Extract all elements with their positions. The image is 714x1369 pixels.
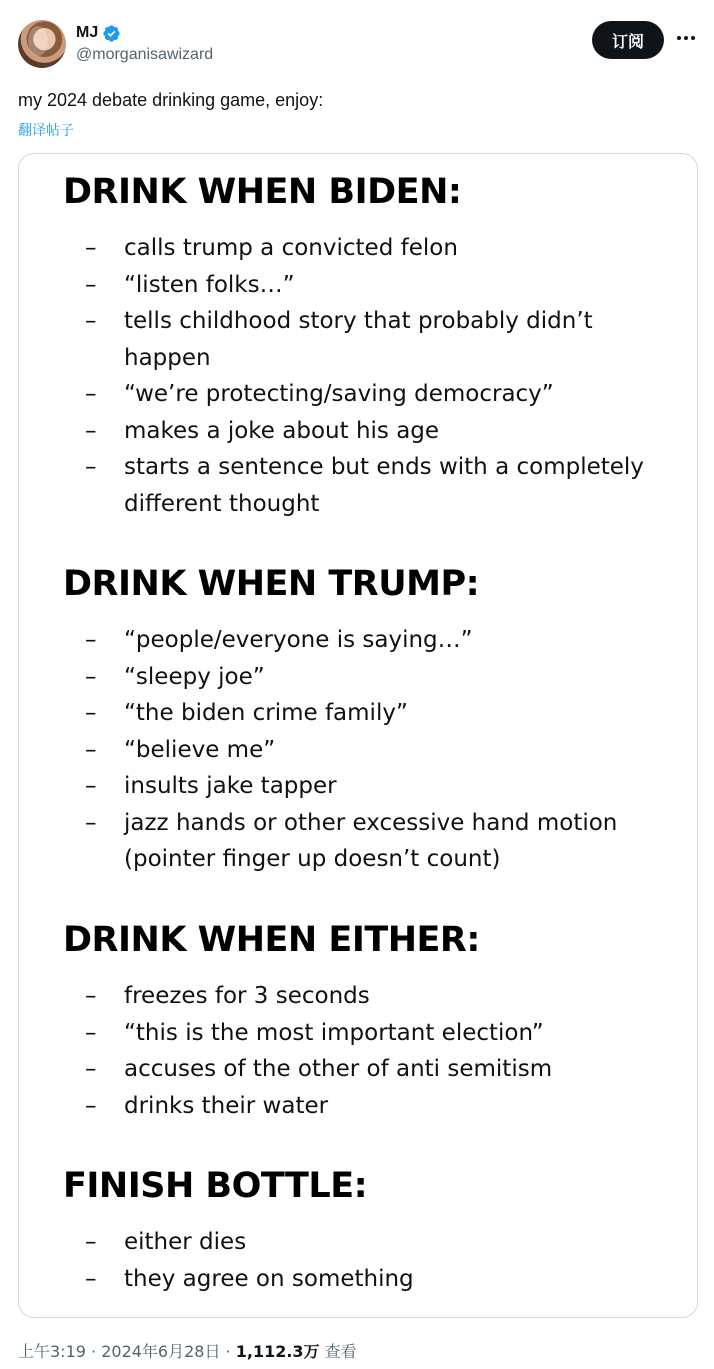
view-count: 1,112.3万	[235, 1342, 320, 1361]
section-heading: DRINK WHEN EITHER:	[63, 920, 480, 960]
tweet-header	[18, 20, 698, 72]
more-horizontal-icon[interactable]	[674, 26, 698, 50]
list-item: – insults jake tapper	[85, 773, 337, 799]
display-name[interactable]: MJ	[76, 24, 99, 41]
list-item: – freezes for 3 seconds	[85, 983, 370, 1009]
translate-link[interactable]: 翻译帖子	[18, 123, 74, 139]
list-item: – starts a sentence but ends with a completely different thought	[85, 454, 644, 517]
section-either	[63, 920, 673, 1124]
tweet-date[interactable]: 2024年6月28日	[101, 1342, 221, 1361]
section-heading: DRINK WHEN BIDEN:	[63, 172, 462, 212]
separator: ·	[220, 1342, 236, 1361]
author-info	[76, 22, 213, 64]
list-item: – “sleepy joe”	[85, 663, 265, 690]
list-item: – either dies	[85, 1229, 247, 1255]
list-item: – “listen folks…”	[85, 271, 295, 298]
list-item: – “people/everyone is saying…”	[85, 627, 473, 653]
list-item: – “believe me”	[85, 736, 276, 763]
section-biden	[63, 172, 673, 522]
avatar[interactable]	[18, 20, 66, 68]
list-item: – tells childhood story that probably didn’t happen	[85, 308, 593, 371]
separator: ·	[85, 1342, 102, 1361]
handle[interactable]: @morganisawizard	[76, 46, 214, 63]
list-item: – “we’re protecting/saving democracy”	[85, 381, 554, 407]
views-label: 查看	[324, 1342, 357, 1361]
section-trump	[63, 564, 673, 878]
list-item: – “the biden crime family”	[85, 700, 408, 726]
tweet-text: my 2024 debate drinking game, enjoy:	[18, 90, 324, 110]
list-item: – jazz hands or other excessive hand motion (pointer finger up doesn’t count)	[85, 809, 618, 872]
list-item: – they agree on something	[85, 1265, 414, 1292]
tweet-time[interactable]: 上午3:19	[18, 1342, 86, 1361]
verified-badge-icon	[102, 24, 121, 43]
subscribe-button[interactable]: 订阅	[592, 21, 664, 59]
list-item: – calls trump a convicted felon	[85, 235, 458, 261]
list-item: – accuses of the other of anti semitism	[85, 1056, 553, 1082]
list-item: – “this is the most important election”	[85, 1019, 544, 1046]
tweet-image[interactable]	[18, 153, 698, 1318]
tweet-meta	[18, 1339, 357, 1362]
section-heading: DRINK WHEN TRUMP:	[63, 564, 480, 604]
list-item: – makes a joke about his age	[85, 417, 440, 444]
section-finish	[63, 1166, 673, 1297]
section-heading: FINISH BOTTLE:	[63, 1166, 368, 1206]
list-item: – drinks their water	[85, 1092, 329, 1119]
